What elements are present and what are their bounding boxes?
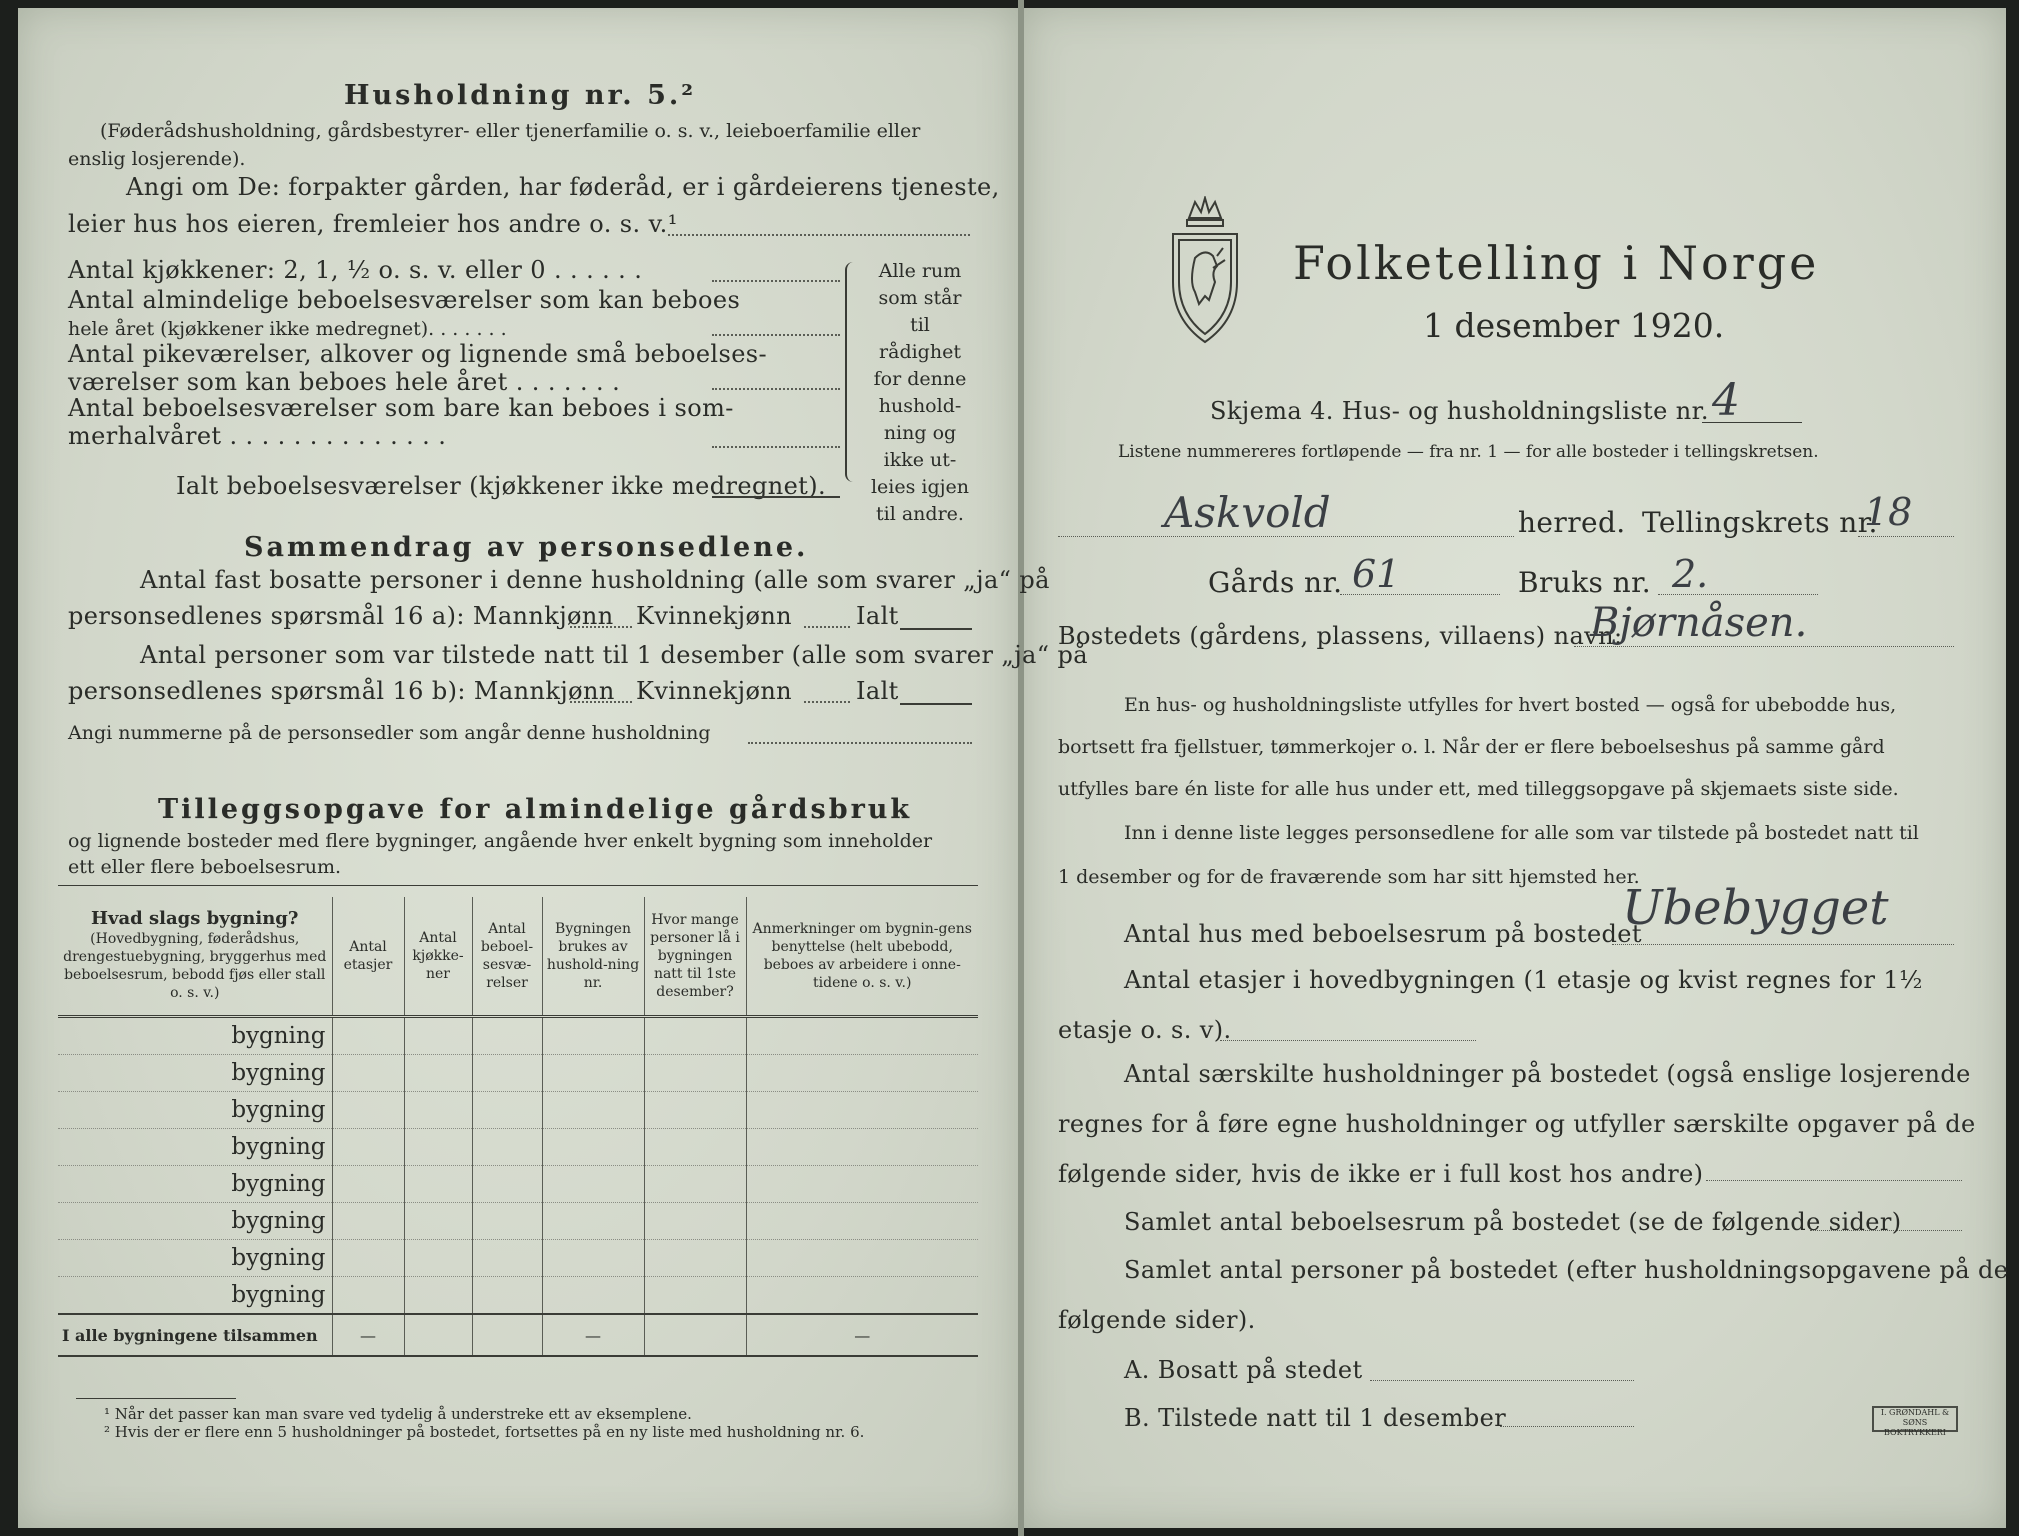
kitchens-cell[interactable] <box>404 1203 472 1240</box>
building-type-cell[interactable]: bygning <box>58 1055 332 1092</box>
household-cell[interactable] <box>542 1017 644 1055</box>
bosatt-label: A. Bosatt på stedet <box>1124 1356 1363 1384</box>
persons-cell[interactable] <box>644 1240 746 1277</box>
table-row <box>58 1055 978 1092</box>
bracket-note <box>870 258 970 528</box>
total-rooms <box>472 1314 542 1356</box>
floors-cell[interactable] <box>332 1240 404 1277</box>
persons-cell[interactable] <box>644 1129 746 1166</box>
floors-cell[interactable] <box>332 1092 404 1129</box>
household-cell[interactable] <box>542 1240 644 1277</box>
saerskilte-line-1: Antal særskilte husholdninger på bostedet (også enslige losjerende <box>1124 1060 1971 1088</box>
supplement-intro-1: og lignende bosteder med flere bygninger, angående hver enkelt bygning som inneholder <box>68 830 933 852</box>
table-row <box>58 1277 978 1315</box>
summary-present-total: Ialt <box>856 677 899 705</box>
remarks-cell[interactable] <box>746 1240 978 1277</box>
household-cell[interactable] <box>542 1092 644 1129</box>
small-rooms-answer[interactable] <box>712 388 840 390</box>
total-rooms-label: Ialt beboelsesværelser (kjøkkener ikke medregnet). <box>176 472 827 500</box>
bracket-note-line: Alle rum <box>878 260 962 282</box>
present-female-answer[interactable] <box>804 701 850 703</box>
table-row <box>58 1166 978 1203</box>
bracket-note-line: leies igjen <box>870 476 970 498</box>
building-type-cell[interactable]: bygning <box>58 1240 332 1277</box>
table-top-rule <box>58 885 978 886</box>
remarks-cell[interactable] <box>746 1055 978 1092</box>
rooms-cell[interactable] <box>472 1017 542 1055</box>
rooms-ordinary-2: hele året (kjøkkener ikke medregnet). . . . . . . <box>68 318 507 340</box>
bruks-label: Bruks nr. <box>1518 566 1652 599</box>
kitchens-answer[interactable] <box>712 280 840 282</box>
building-type-cell[interactable]: bygning <box>58 1092 332 1129</box>
rooms-cell[interactable] <box>472 1055 542 1092</box>
bracket-note-line: for denne <box>873 368 967 390</box>
household-cell[interactable] <box>542 1055 644 1092</box>
present-total-answer[interactable] <box>900 703 972 705</box>
krets-line <box>1858 536 1954 537</box>
skjema-nr-value[interactable]: 4 <box>1712 375 1740 426</box>
kitchens-cell[interactable] <box>404 1277 472 1315</box>
rooms-cell[interactable] <box>472 1129 542 1166</box>
footnote-1: ¹ Når det passer kan man svare ved tydelig å understreke ett av eksemplene. <box>104 1405 692 1423</box>
kitchens-cell[interactable] <box>404 1092 472 1129</box>
summary-fast-total: Ialt <box>856 602 899 630</box>
samlet-pers-line-1: Samlet antal personer på bostedet (efter husholdningsopgavene på de <box>1124 1256 2009 1284</box>
table-row <box>58 1240 978 1277</box>
summary-fast-2: personsedlenes spørsmål 16 a): Mannkjønn <box>68 602 614 630</box>
instr-line-5: 1 desember og for de fraværende som har sitt hjemsted her. <box>1058 866 1640 888</box>
kitchens-cell[interactable] <box>404 1129 472 1166</box>
building-table <box>58 897 978 1357</box>
persons-cell[interactable] <box>644 1017 746 1055</box>
bosatt-answer[interactable] <box>1370 1380 1634 1381</box>
kitchens-cell[interactable] <box>404 1166 472 1203</box>
bracket-note-line: til andre. <box>876 503 964 525</box>
persons-cell[interactable] <box>644 1092 746 1129</box>
etasjer-line-2: etasje o. s. v). <box>1058 1016 1232 1044</box>
remarks-cell[interactable] <box>746 1277 978 1315</box>
numbers-answer[interactable] <box>748 742 972 744</box>
summary-present-1: Antal personer som var tilstede natt til 1 desember (alle som svarer „ja“ på <box>140 641 1088 669</box>
intro-line-2: enslig losjerende). <box>68 148 246 170</box>
kitchens-cell[interactable] <box>404 1240 472 1277</box>
total-floors: — <box>332 1314 404 1356</box>
household-cell[interactable] <box>542 1203 644 1240</box>
instr-line-2: bortsett fra fjellstuer, tømmerkojer o. l. Når der er flere beboelseshus på samme gård <box>1058 736 1885 758</box>
persons-cell[interactable] <box>644 1203 746 1240</box>
rooms-cell[interactable] <box>472 1166 542 1203</box>
supplement-heading: Tilleggsopgave for almindelige gårdsbruk <box>158 794 913 825</box>
fast-total-answer[interactable] <box>900 628 972 630</box>
summary-present-female: Kvinnekjønn <box>636 677 793 705</box>
tilstede-answer[interactable] <box>1500 1426 1634 1427</box>
table-row <box>58 1203 978 1240</box>
samlet-pers-line-2: følgende sider). <box>1058 1306 1256 1334</box>
bracket-note-line: som står til <box>878 287 962 336</box>
persons-cell[interactable] <box>644 1277 746 1315</box>
bruks-value[interactable]: 2. <box>1672 552 1709 596</box>
col-rooms: Antal beboel-sesvæ-relser <box>472 897 542 1017</box>
instr-line-1: En hus- og husholdningsliste utfylles for hvert bosted — også for ubebodde hus, <box>1124 694 1897 716</box>
building-type-cell[interactable]: bygning <box>58 1277 332 1315</box>
floors-cell[interactable] <box>332 1017 404 1055</box>
fast-male-answer[interactable] <box>570 626 632 628</box>
rooms-cell[interactable] <box>472 1277 542 1315</box>
summary-numbers: Angi nummerne på de personsedler som angår denne husholdning <box>68 722 711 744</box>
printer-stamp: I. GRØNDAHL & SØNS BOKTRYKKERI <box>1872 1406 1958 1432</box>
col-building-type-desc: (Hovedbygning, føderådshus, drengestuebygning, bryggerhus med beboelsesrum, bebodd fjøs eller stall o. s. v.) <box>63 931 327 1001</box>
fast-female-answer[interactable] <box>804 626 850 628</box>
ordinary-rooms-answer[interactable] <box>712 334 840 336</box>
table-header-row <box>58 897 978 1017</box>
floors-cell[interactable] <box>332 1277 404 1315</box>
skjema-label: Skjema 4. Hus- og husholdningsliste nr. <box>1210 397 1709 425</box>
samlet-rum-answer[interactable] <box>1810 1230 1962 1231</box>
angi-line-2: leier hus hos eieren, fremleier hos andre o. s. v.¹ <box>68 210 678 238</box>
table-total-row <box>58 1314 978 1356</box>
hus-label: Antal hus med beboelsesrum på bostedet <box>1124 920 1642 948</box>
table-row <box>58 1129 978 1166</box>
instr-line-3: utfylles bare én liste for alle hus under ett, med tilleggsopgave på skjemaets siste side. <box>1058 778 1899 800</box>
total-label: I alle bygningene tilsammen <box>58 1314 332 1356</box>
building-type-cell[interactable]: bygning <box>58 1203 332 1240</box>
rooms-cell[interactable] <box>472 1092 542 1129</box>
col-persons: Hvor mange personer lå i bygningen natt til 1ste desember? <box>644 897 746 1017</box>
building-type-cell[interactable]: bygning <box>58 1017 332 1055</box>
building-type-cell[interactable]: bygning <box>58 1129 332 1166</box>
rooms-kitchens: Antal kjøkkener: 2, 1, ½ o. s. v. eller 0 . . . . . . <box>68 256 643 284</box>
krets-label: Tellingskrets nr. <box>1642 506 1878 539</box>
bosted-line <box>1574 646 1954 647</box>
page-fold <box>1018 0 1024 1536</box>
rooms-small-1: Antal pikeværelser, alkover og lignende små beboelses- <box>68 340 768 368</box>
numbering-note: Listene nummereres fortløpende — fra nr. 1 — for alle bosteder i tellingskretsen. <box>1118 442 1819 462</box>
coat-of-arms-icon <box>1165 196 1245 346</box>
persons-cell[interactable] <box>644 1055 746 1092</box>
hus-value[interactable]: Ubebygget <box>1622 880 1889 936</box>
gards-value[interactable]: 61 <box>1352 552 1401 596</box>
bracket-note-line: rådighet <box>879 341 961 363</box>
footnote-rule <box>76 1398 236 1399</box>
form-title: Folketelling i Norge <box>1293 236 1820 290</box>
building-type-cell[interactable]: bygning <box>58 1166 332 1203</box>
col-building-type-title: Hvad slags bygning? <box>91 908 299 929</box>
gards-label: Gårds nr. <box>1208 566 1343 599</box>
total-remarks: — <box>746 1314 978 1356</box>
saerskilte-line-3: følgende sider, hvis de ikke er i full kost hos andre) <box>1058 1160 1704 1188</box>
household-cell[interactable] <box>542 1277 644 1315</box>
col-building-type <box>58 897 332 1017</box>
kitchens-cell[interactable] <box>404 1017 472 1055</box>
tilstede-label: B. Tilstede natt til 1 desember <box>1124 1404 1507 1432</box>
rooms-summer-1: Antal beboelsesværelser som bare kan beboes i som- <box>68 394 734 422</box>
supplement-intro-2: ett eller flere beboelsesrum. <box>68 856 342 878</box>
summary-fast-1: Antal fast bosatte personer i denne husholdning (alle som svarer „ja“ på <box>140 566 1050 594</box>
bracket-note-line: hushold- <box>878 395 962 417</box>
remarks-cell[interactable] <box>746 1129 978 1166</box>
footnote-2: ² Hvis der er flere enn 5 husholdninger på bostedet, fortsettes på en ny liste med husholdning nr. 6. <box>104 1423 865 1441</box>
form-date: 1 desember 1920. <box>1423 306 1725 345</box>
angi-line-1: Angi om De: forpakter gården, har føderåd, er i gårdeierens tjeneste, <box>126 173 1000 201</box>
etasjer-answer[interactable] <box>1220 1040 1476 1041</box>
rooms-summer-2: merhalvåret . . . . . . . . . . . . . . <box>68 422 447 450</box>
bracket-note-line: ning og <box>883 422 957 444</box>
instr-line-4: Inn i denne liste legges personsedlene for alle som var tilstede på bostedet natt til <box>1124 822 1919 844</box>
bracket-note-line: ikke ut- <box>883 449 957 471</box>
rooms-cell[interactable] <box>472 1203 542 1240</box>
table-row <box>58 1017 978 1055</box>
summary-heading: Sammendrag av personsedlene. <box>244 532 809 563</box>
total-kitchens <box>404 1314 472 1356</box>
total-persons <box>644 1314 746 1356</box>
angi-answer-line[interactable] <box>668 234 970 236</box>
floors-cell[interactable] <box>332 1166 404 1203</box>
persons-cell[interactable] <box>644 1166 746 1203</box>
krets-value[interactable]: 18 <box>1864 490 1913 534</box>
col-remarks: Anmerkninger om bygnin-gens benyttelse (helt ubebodd, beboes av arbeidere i onne-tidene o. s. v.) <box>746 897 978 1017</box>
samlet-rum-label: Samlet antal beboelsesrum på bostedet (se de følgende sider) <box>1124 1208 1902 1236</box>
saerskilte-line-2: regnes for å føre egne husholdninger og utfyller særskilte opgaver på de <box>1058 1110 1976 1138</box>
col-kitchens: Antal kjøkke-ner <box>404 897 472 1017</box>
household-cell[interactable] <box>542 1129 644 1166</box>
floors-cell[interactable] <box>332 1129 404 1166</box>
floors-cell[interactable] <box>332 1203 404 1240</box>
bosted-label: Bostedets (gårdens, plassens, villaens) navn: <box>1058 622 1623 650</box>
remarks-cell[interactable] <box>746 1166 978 1203</box>
kitchens-cell[interactable] <box>404 1055 472 1092</box>
rooms-brace <box>845 262 863 482</box>
hus-line <box>1612 944 1954 945</box>
saerskilte-answer[interactable] <box>1706 1180 1962 1181</box>
rooms-ordinary-1: Antal almindelige beboelsesværelser som kan beboes <box>68 286 741 314</box>
summer-rooms-answer[interactable] <box>712 446 840 448</box>
table-row <box>58 1092 978 1129</box>
col-household-nr: Bygningen brukes av hushold-ning nr. <box>542 897 644 1017</box>
total-rooms-answer[interactable] <box>712 496 840 498</box>
herred-label: herred. <box>1518 506 1626 539</box>
remarks-cell[interactable] <box>746 1017 978 1055</box>
household-heading: Husholdning nr. 5.² <box>344 80 697 111</box>
summary-fast-female: Kvinnekjønn <box>636 602 793 630</box>
rooms-small-2: værelser som kan beboes hele året . . . . . . . <box>68 368 621 396</box>
household-cell[interactable] <box>542 1166 644 1203</box>
total-household: — <box>542 1314 644 1356</box>
summary-present-2: personsedlenes spørsmål 16 b): Mannkjønn <box>68 677 615 705</box>
remarks-cell[interactable] <box>746 1092 978 1129</box>
etasjer-line-1: Antal etasjer i hovedbygningen (1 etasje og kvist regnes for 1½ <box>1124 966 1923 994</box>
floors-cell[interactable] <box>332 1055 404 1092</box>
col-floors: Antal etasjer <box>332 897 404 1017</box>
present-male-answer[interactable] <box>570 701 632 703</box>
bosted-value[interactable]: Bjørnåsen. <box>1590 600 1808 646</box>
rooms-cell[interactable] <box>472 1240 542 1277</box>
remarks-cell[interactable] <box>746 1203 978 1240</box>
intro-line-1: (Føderådshusholdning, gårdsbestyrer- eller tjenerfamilie o. s. v., leieboerfamilie eller <box>100 120 921 142</box>
herred-value[interactable]: Askvold <box>1164 488 1331 537</box>
